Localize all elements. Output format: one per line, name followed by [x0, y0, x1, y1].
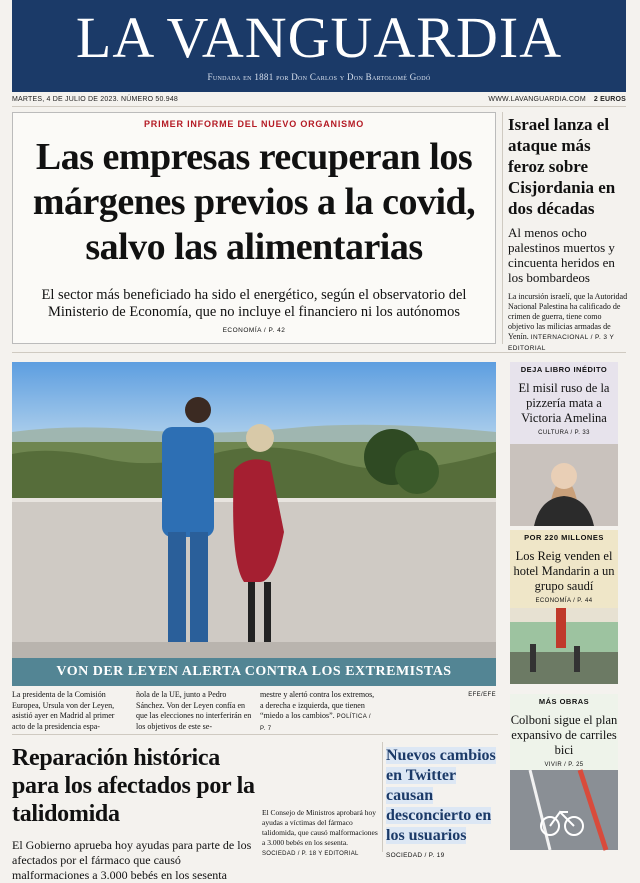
- caption-page-ref: POLÍTICA / P. 7: [260, 714, 371, 732]
- caption-col-3: [260, 690, 376, 734]
- caption-col-2: ñola de la UE, junto a Pedro Sánchez. Von der Leyen confía en que las elecciones no interferirán en los objetivos de este se-: [136, 690, 252, 731]
- masthead: [12, 0, 626, 92]
- photo-caption: [12, 690, 496, 732]
- bike-lane-photo: [510, 770, 618, 850]
- sidebar-page-ref: CULTURA / P. 33: [538, 430, 590, 436]
- divider: [12, 734, 498, 735]
- talidomida-body: [262, 808, 380, 859]
- caption-col-1: La presidenta de la Comisión Europea, Ursula von der Leyen, asistió ayer en Madrid al primer acto de la presidencia espa-: [12, 690, 115, 731]
- divider: [12, 106, 626, 107]
- newspaper-name: LA VANGUARDIA: [75, 5, 563, 70]
- twitter-page-ref: SOCIEDAD / P. 19: [386, 852, 445, 859]
- front-photo[interactable]: [12, 362, 496, 686]
- sidebar-kicker: POR 220 MILLONES: [524, 533, 604, 542]
- lead-page-ref: ECONOMÍA / P. 42: [222, 327, 286, 334]
- lead-story[interactable]: [12, 112, 496, 344]
- sidebar-page-ref: VIVIR / P. 25: [544, 762, 584, 768]
- sidebar-amelina[interactable]: [510, 362, 618, 526]
- divider: [12, 352, 626, 353]
- divider: [502, 112, 503, 344]
- divider: [382, 742, 383, 852]
- israel-page-ref: INTERNACIONAL / P. 3 Y EDITORIAL: [508, 334, 615, 352]
- sidebar-headline[interactable]: Colboni sigue el plan expansivo de carriles bici: [510, 713, 618, 757]
- photo-banner: VON DER LEYEN ALERTA CONTRA LOS EXTREMISTAS: [12, 658, 496, 686]
- photo-image: [12, 362, 496, 686]
- web-price: [488, 96, 626, 103]
- bike-lane-image: [510, 770, 618, 850]
- israel-body: [508, 292, 628, 354]
- israel-story[interactable]: [508, 114, 628, 354]
- sidebar-headline[interactable]: El misil ruso de la pizzería mata a Victoria Amelina: [518, 381, 610, 425]
- price: 2 EUROS: [593, 96, 626, 103]
- sidebar-kicker: DEJA LIBRO INÉDITO: [520, 365, 608, 374]
- talidomida-headline[interactable]: Reparación histórica para los afectados por la talidomida: [12, 745, 255, 827]
- founded-line: Fundada en 1881 por Don Carlos y Don Bartolomé Godó: [207, 72, 431, 82]
- caption-col-3-text: mestre y alertó contra los extremos, a derecha e izquierda, que tienen “miedo a los cambios”.: [260, 690, 375, 720]
- lead-kicker: PRIMER INFORME DEL NUEVO ORGANISMO: [143, 119, 365, 129]
- amelina-photo: [510, 444, 618, 526]
- lead-subheadline: El sector más beneficiado ha sido el energético, según el observatorio del Ministerio de Economía, que no incluye el financiero ni los autónomos: [41, 287, 467, 320]
- hotel-image: [510, 608, 618, 684]
- sidebar-mandarin[interactable]: [510, 530, 618, 684]
- lead-headline[interactable]: Las empresas recuperan los márgenes previos a la covid, salvo las alimentarias: [32, 136, 476, 268]
- israel-headline[interactable]: Israel lanza el ataque más feroz sobre Cisjordania en dos décadas: [508, 115, 616, 218]
- twitter-headline[interactable]: Nuevos cambios en Twitter causan desconcierto en los usuarios: [386, 747, 496, 844]
- israel-body-text: La incursión israelí, que la Autoridad Nacional Palestina ha calificado de crimen de guerra, tiene como objetivo las milicias armadas de Yenín.: [508, 292, 628, 341]
- website-link[interactable]: WWW.LAVANGUARDIA.COM: [488, 96, 586, 103]
- twitter-story[interactable]: [386, 746, 498, 859]
- israel-subheadline: Al menos ocho palestinos muertos y cincuenta heridos en los bombardeos: [508, 225, 615, 285]
- sidebar-page-ref: ECONOMÍA / P. 44: [535, 598, 593, 604]
- sidebar-headline[interactable]: Los Reig venden el hotel Mandarin a un grupo saudí: [513, 549, 615, 593]
- sidebar-kicker: MÁS OBRAS: [538, 697, 590, 706]
- talidomida-story[interactable]: [12, 744, 260, 883]
- talidomida-subheadline: El Gobierno aprueba hoy ayudas para parte de los afectados por el fármaco que causó malformaciones a 3.000 bebés en los sesenta: [12, 838, 252, 882]
- talidomida-body-text: El Consejo de Ministros aprobará hoy ayudas a víctimas del fármaco talidomida, que causó malformaciones a 3.000 bebés en los sesenta.: [262, 808, 378, 847]
- hotel-photo: [510, 608, 618, 684]
- photo-credit: EFE/EFE: [468, 692, 496, 698]
- talidomida-page-ref: SOCIEDAD / P. 18 Y EDITORIAL: [262, 851, 359, 857]
- issue-date: MARTES, 4 DE JULIO DE 2023. NÚMERO 50.948: [12, 96, 179, 103]
- sidebar-carriles[interactable]: [510, 694, 618, 850]
- portrait-image: [510, 444, 618, 526]
